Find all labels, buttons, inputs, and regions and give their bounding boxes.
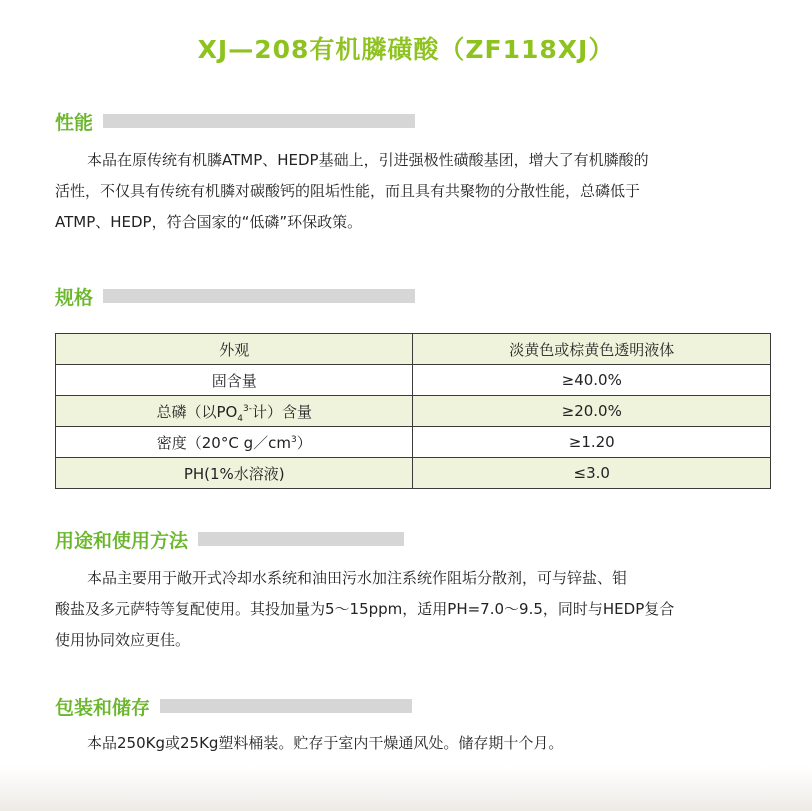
table-row [56, 365, 771, 396]
label-text: 密度（20°C g／cm [156, 433, 291, 452]
page-title: XJ—208有机膦磺酸（ZF118XJ） [197, 35, 615, 64]
superscript: 3 [290, 434, 297, 445]
spec-value-density: ≥1.20 [413, 427, 771, 458]
section-header-usage [55, 527, 404, 551]
section-header-performance [55, 109, 415, 133]
spec-label-ph: PH(1%水溶液) [56, 458, 413, 489]
usage-paragraph [55, 563, 775, 656]
footer-background [0, 766, 812, 811]
subscript: 4 [237, 413, 244, 424]
spec-label-total-phosphorus [56, 396, 413, 427]
paragraph-line: 酸盐及多元萨特等复配使用。其投加量为5～15ppm，适用PH=7.0～9.5，同时与HEDP复合 [55, 600, 675, 618]
paragraph-line: 使用协同效应更佳。 [55, 631, 191, 649]
section-title-specs: 规格 [55, 286, 94, 309]
section-divider-bar [103, 114, 415, 128]
spec-label-appearance: 外观 [56, 334, 413, 365]
spec-value-solid-content: ≥40.0% [413, 365, 771, 396]
section-divider-bar [103, 289, 415, 303]
spec-value-total-phosphorus: ≥20.0% [413, 396, 771, 427]
section-header-specs [55, 284, 415, 308]
table-row [56, 458, 771, 489]
spec-value-ph: ≤3.0 [413, 458, 771, 489]
label-text: 计）含量 [252, 402, 313, 421]
table-row [56, 427, 771, 458]
section-header-packaging [55, 694, 412, 718]
section-title-performance: 性能 [55, 111, 94, 134]
paragraph-line: ATMP、HEDP，符合国家的“低磷”环保政策。 [55, 213, 363, 231]
section-title-packaging: 包装和储存 [55, 696, 151, 719]
section-divider-bar [160, 699, 412, 713]
table-row [56, 396, 771, 427]
performance-paragraph [55, 145, 775, 238]
spec-table [55, 333, 771, 489]
paragraph-line: 活性，不仅具有传统有机膦对碳酸钙的阻垢性能，而且具有共聚物的分散性能，总磷低于 [55, 182, 641, 200]
section-divider-bar [198, 532, 404, 546]
label-text: 总磷（以PO [156, 402, 238, 421]
packaging-paragraph [55, 728, 775, 759]
section-title-usage: 用途和使用方法 [55, 529, 189, 552]
superscript: 3- [243, 403, 253, 414]
label-text: ） [296, 433, 312, 452]
spec-label-density [56, 427, 413, 458]
paragraph-line: 本品250Kg或25Kg塑料桶装。贮存于室内干燥通风处。储存期十个月。 [87, 734, 564, 752]
spec-label-solid-content: 固含量 [56, 365, 413, 396]
paragraph-line: 本品在原传统有机膦ATMP、HEDP基础上，引进强极性磺酸基团，增大了有机膦酸的 [87, 151, 649, 169]
table-row [56, 334, 771, 365]
paragraph-line: 本品主要用于敞开式冷却水系统和油田污水加注系统作阻垢分散剂，可与锌盐、钼 [87, 569, 628, 587]
spec-value-appearance: 淡黄色或棕黄色透明液体 [413, 334, 771, 365]
